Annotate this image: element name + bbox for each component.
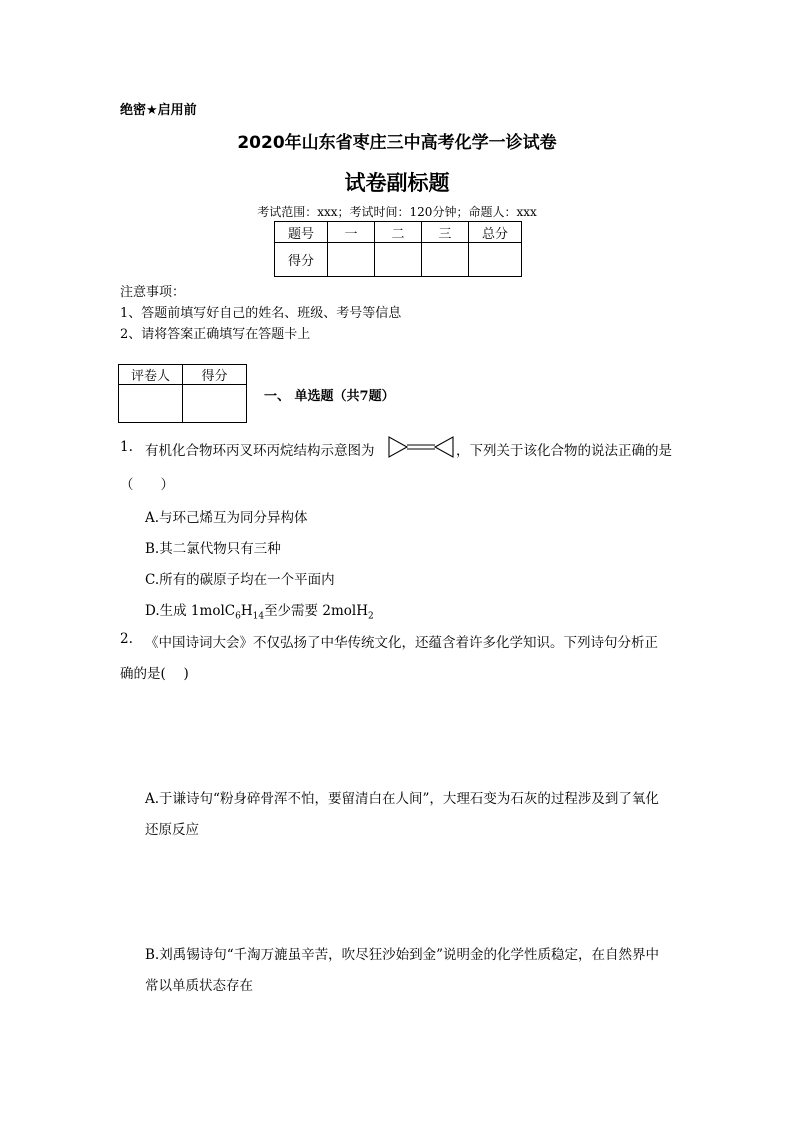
cyclopropylidenecyclopropane-structure-icon (386, 435, 456, 459)
question-text: 确的是( ) (120, 666, 189, 682)
confidential-label: 绝密★启用前 (120, 103, 197, 118)
question-text: 《中国诗词大会》不仅弘扬了中华传统文化，还蕴含着许多化学知识。下列诗句分析正 (145, 635, 658, 651)
option-d-text: D.生成 1molC (145, 603, 236, 619)
question-paren: （ ） (120, 477, 174, 493)
option-a: A.于谦诗句“粉身碎骨浑不怕，要留清白在人间”，大理石变为石灰的过程涉及到了氧化 (145, 791, 659, 807)
option-a-cont: 还原反应 (145, 822, 199, 838)
score-input-cell[interactable] (375, 243, 422, 277)
question-text: 有机化合物环丙叉环丙烷结构示意图为 (145, 443, 375, 459)
score-header-cell: 一 (328, 222, 375, 243)
notes-item: 1、答题前填写好自己的姓名、班级、考号等信息 (120, 306, 402, 321)
option-d (145, 599, 374, 622)
notes-item: 2、请将答案正确填写在答题卡上 (120, 327, 311, 342)
question-number: 1. (120, 439, 133, 455)
option-c: C.所有的碳原子均在一个平面内 (145, 572, 335, 588)
option-b: B.其二氯代物只有三种 (145, 541, 281, 557)
option-b: B.刘禹锡诗句“千淘万漉虽辛苦，吹尽狂沙始到金”说明金的化学性质稳定，在自然界中 (145, 947, 660, 963)
score-table-header-row (275, 222, 522, 243)
grader-table-header-row (119, 365, 247, 385)
score-table (274, 221, 522, 277)
grader-header-cell: 得分 (183, 365, 247, 385)
page-title: 2020年山东省枣庄三中高考化学一诊试卷 (237, 133, 557, 153)
option-d-text: H (240, 603, 253, 619)
score-input-cell[interactable] (328, 243, 375, 277)
grader-table (118, 364, 247, 423)
subscript: 6 (235, 611, 241, 622)
section-title: 一、 单选题（共7题） (264, 389, 395, 404)
subscript: 2 (367, 611, 374, 622)
score-header-cell: 题号 (275, 222, 328, 243)
grader-input-cell[interactable] (183, 385, 247, 423)
subscript: 14 (252, 611, 265, 622)
question-number: 2. (120, 631, 133, 647)
notes-title: 注意事项： (120, 285, 186, 300)
score-row-label: 得分 (275, 243, 328, 277)
grader-header-cell: 评卷人 (119, 365, 183, 385)
question-text: ，下列关于该化合物的说法正确的是 (456, 443, 672, 459)
score-header-cell: 总分 (469, 222, 522, 243)
option-a: A.与环己烯互为同分异构体 (145, 510, 308, 526)
score-header-cell: 二 (375, 222, 422, 243)
option-b-cont: 常以单质状态存在 (145, 978, 253, 994)
exam-info: 考试范围：xxx；考试时间：120分钟；命题人：xxx (257, 205, 537, 219)
score-table-value-row (275, 243, 522, 277)
score-input-cell[interactable] (422, 243, 469, 277)
grader-table-value-row (119, 385, 247, 423)
grader-input-cell[interactable] (119, 385, 183, 423)
option-d-text: 至少需要 2molH (264, 603, 368, 619)
page-subtitle: 试卷副标题 (344, 171, 450, 195)
score-header-cell: 三 (422, 222, 469, 243)
score-input-cell[interactable] (469, 243, 522, 277)
